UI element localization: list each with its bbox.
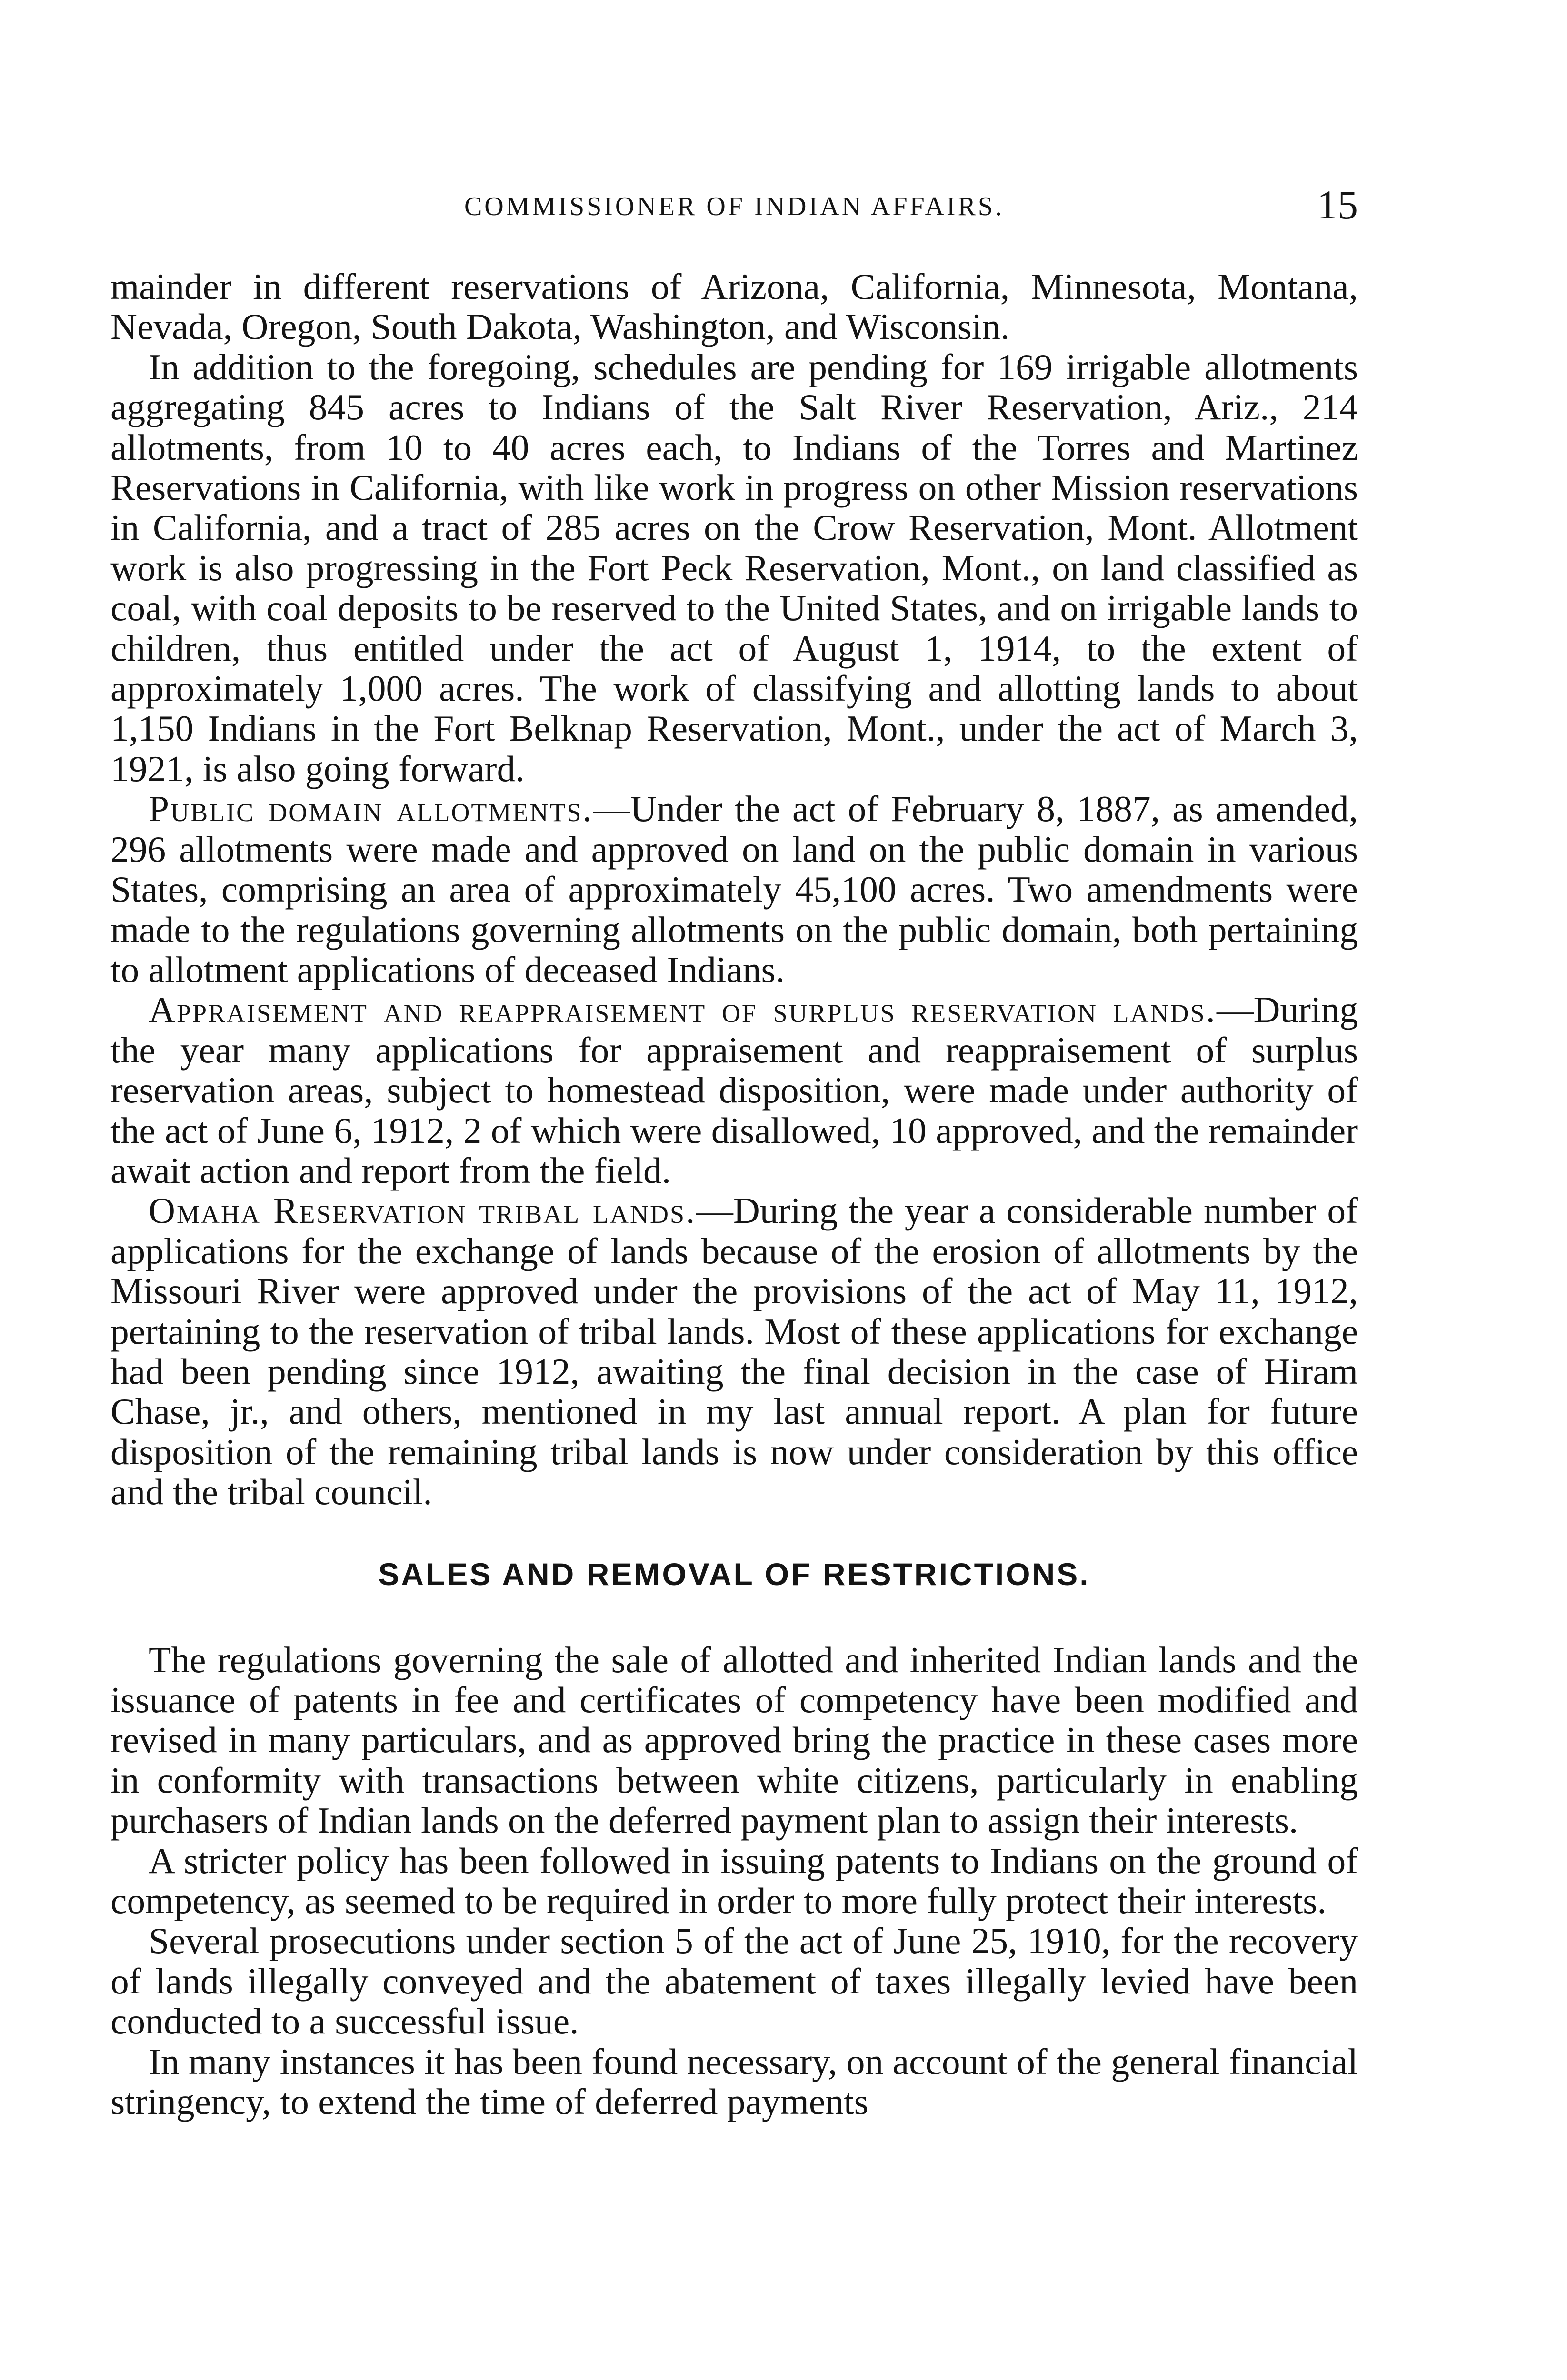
paragraph-body: —During the year many applications for appraisement and reappraisement of surplus reservation areas, subject to homestead disposition, were made under authority of the act of June 6, 1912, 2 of which were disallowed, 10 approved, and the remainder await action and report from the field. <box>110 989 1358 1191</box>
run-in-heading: Appraisement and reappraisement of surplus reservation lands. <box>149 989 1217 1031</box>
paragraph-deferred-payments: In many instances it has been found necessary, on account of the general financial stringency, to extend the time of deferred payments <box>110 2041 1358 2122</box>
paragraph-stricter-policy: A stricter policy has been followed in issuing patents to Indians on the ground of competency, as seemed to be required in order to more fully protect their interests. <box>110 1840 1358 1922</box>
body-text <box>110 267 1358 2122</box>
running-head <box>110 182 1358 239</box>
paragraph-body: —During the year a considerable number of applications for the exchange of lands because of the erosion of allotments by the Missouri River were approved under the provisions of the act of May 11, 1912, pertaining to the reservation of tribal lands. Most of these applications for exchange had been pending since 1912, awaiting the final decision in the case of Hiram Chase, jr., and others, mentioned in my last annual report. A plan for future disposition of the remaining tribal lands is now under consideration by this office and the tribal council. <box>110 1190 1358 1513</box>
paragraph-continuation: mainder in different reservations of Arizona, California, Minnesota, Montana, Nevada, Oregon, South Dakota, Washington, and Wisconsin. <box>110 266 1358 347</box>
paragraph-pending-schedules: In addition to the foregoing, schedules are pending for 169 irrigable allotments aggregating 845 acres to Indians of the Salt River Reservation, Ariz., 214 allotments, from 10 to 40 acres each, to Indians of the Torres and Martinez Reservations in California, with like work in progress on other Mission reservations in California, and a tract of 285 acres on the Crow Reservation, Mont. Allotment work is also progressing in the Fort Peck Reservation, Mont., on land classified as coal, with coal deposits to be reserved to the United States, and on irrigable lands to children, thus entitled under the act of August 1, 1914, to the extent of approximately 1,000 acres. The work of classifying and allotting lands to about 1,150 Indians in the Fort Belknap Reservation, Mont., under the act of March 3, 1921, is also going forward. <box>110 346 1358 789</box>
page-number: 15 <box>1317 182 1358 228</box>
paragraph-appraisement <box>110 990 1358 1190</box>
run-in-heading: Public domain allotments. <box>149 788 593 830</box>
paragraph-public-domain-allotments <box>110 789 1358 990</box>
run-in-heading: Omaha Reservation tribal lands. <box>149 1190 697 1231</box>
paragraph-omaha-reservation <box>110 1190 1358 1512</box>
section-heading: SALES AND REMOVAL OF RESTRICTIONS. <box>378 1556 1090 1592</box>
running-title: COMMISSIONER OF INDIAN AFFAIRS. <box>464 192 1005 221</box>
paragraph-regulations: The regulations governing the sale of allotted and inherited Indian lands and the issuance of patents in fee and certificates of competency have been modified and revised in many particulars, and as approved bring the practice in these cases more in conformity with transactions between white citizens, particularly in enabling purchasers of Indian lands on the deferred payment plan to assign their interests. <box>110 1639 1358 1841</box>
paragraph-prosecutions: Several prosecutions under section 5 of the act of June 25, 1910, for the recovery of lands illegally conveyed and the abatement of taxes illegally levied have been conducted to a successful issue. <box>110 1920 1358 2042</box>
paragraph-body: —Under the act of February 8, 1887, as amended, 296 allotments were made and approved on land on the public domain in various States, comprising an area of approximately 45,100 acres. Two amendments were made to the regulations governing allotments on the public domain, both pertaining to allotment applications of deceased Indians. <box>110 788 1358 990</box>
